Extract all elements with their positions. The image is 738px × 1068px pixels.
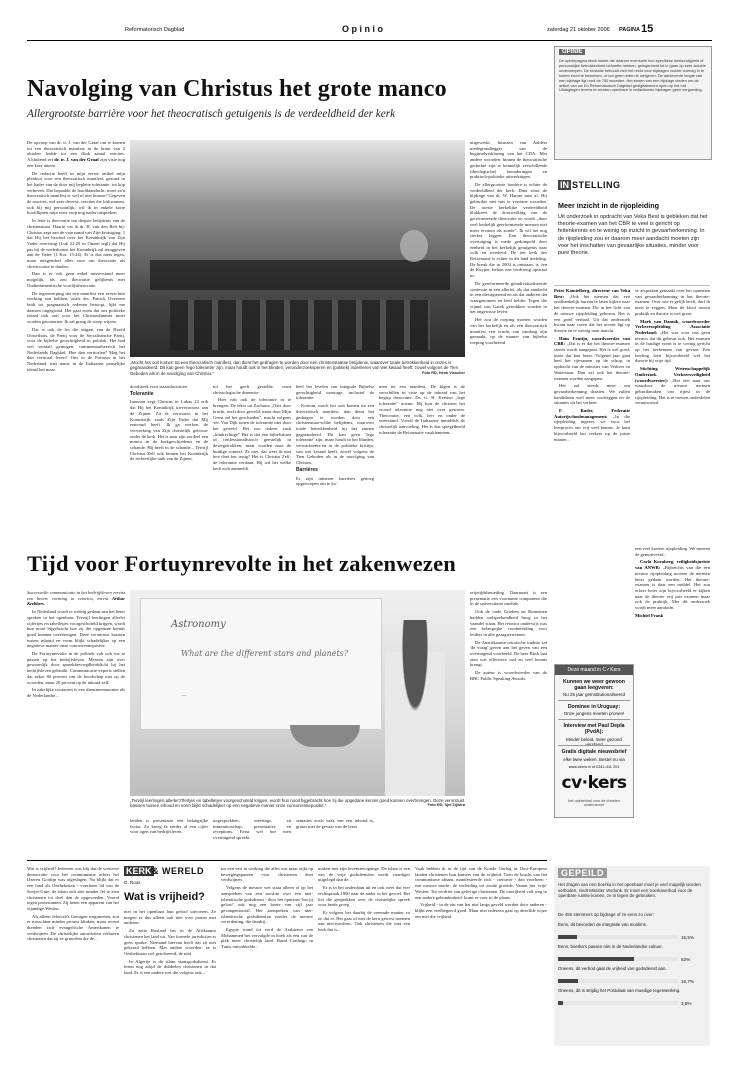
poll-bar-fill <box>558 1001 563 1005</box>
poll-answer <box>558 988 706 1012</box>
poll-answer-value: 3,8% <box>681 1000 692 1006</box>
article1-column-1: De opvoep van dr. ir. J. van der Graaf om te komen tot een theocratisch manifest in de krant van 2 oktober leidde tot een flink aantal reacties. Afsluitend zet dr. ir. J. van der Graaf zijn visie nog een keer uiteen. De redactie heeft in mijn eerste artikel mijn pleidooi voor een theocratisch manifest, gezond in het kader van de door mij beplette tolerantie, tot kop verheven. Dat bepaalde de hoofdaandacht: moet zo'n theocratisch manifest er wel of niet komen? Gegeven de reacties, wel zeer diverse, reacties die loskwamen, ook bij mij persoonlijk, wil ik in enkele korte hoofdlijnen mijn visie erop nog nader uitspreken. In feite is theocratie ten diepste belijdenis van de christenstaat. Daarin vat ik dr. H. van den Belt bij: Christus zegt aan de voorzomd van Zijn kruisiging: 1 dat Hij het bewind over het Koninkrijk van Zijn Vader overvinig (Luk 22:29 in Onzen tegl) dat Hij pas bij de wederkomst het Koninkrijk zal teruggeven aan de Vader (1 Kor. 15:24). Er is dus niets tegen, maar integendeel alles voor om theocratie als christocratie te duiden. Dan is er ook geen enkel misverstand meer mogelijk, als zou theocratie gelijkenis met Oudtestamentische voorlijstheocratie. De tegenwerping dat een manifest een averechtse werking zou hebben, zoals drs. Patrick Overeem leidt tot pragmatisch redenen betoogt, lijkt me daarom ongegrond. Het gaat erom dat ons politieke ideaal ook ooit voor het Christusdimmer moet worden getoonzien. Ik zal graag de stoep wijzen. Dat is ook de les die uitgaat van de Hoofd Oosterhuis, de Partij voor de Socialistische Partij, voor de bijbelse gerechtigheid in politiek. Het bad wel vertaalt gemogen, commentaarbeerich het Nederlands Dagblad. Hoe dan verticalen? Mag het dan verticaal leven? Ons in de Fortuyn in het Nederland, met name in de Italiaanse pauselijke ideaal het maar. <box>27 140 125 372</box>
subhead-barrieres: Barrières <box>296 466 318 473</box>
poll-bar-fill <box>558 957 634 961</box>
respondent-3: F. Rader, Federatie Autorijschoolmanagement: <box>554 408 630 419</box>
instelling-title: Meer inzicht in de rijopleiding <box>558 201 660 210</box>
publication-name: Reformatorisch Dagblad <box>125 27 185 33</box>
kerk-column-1: Wat is vrijheid? Iedereen was blij dat de westerse democratie voor het communisme achter het IJzeren Gordijn was afgeslagen. Nu blijkt dat er een land als Oezbekistan - voorheen lid van de Sovjet-Unie: de islam zult niet minder fel te zien christenen tot doel dan de opgevoeden. Vooral tegen protestanten. Zij heten een apparent van het vijandige Westen. Als alleen Jehovah's Getuigen wegmoeten, zou er misschien minder protest klinken, maar recent dienden zich evangelische Amerikanen te verdwijnen. De christelijke autoriteiten verhoren christenen dat zij ze gruwelen die de... <box>27 866 119 942</box>
coat-of-arms-emblem <box>400 230 428 262</box>
ad-line-4b: elke twee weken. Bestel nu via <box>563 757 625 762</box>
instelling-prefix: IN <box>560 180 569 190</box>
header-rule <box>27 40 712 41</box>
article1-photo-credit: Foto RD, Henk Visscher <box>422 370 465 375</box>
ad-tagline: het opinieblad voor de christen ondernemer <box>568 799 620 807</box>
article1-column-6: uitgewerkt. Intussen van Aalders medegrondlegger van de beginselverklaring van het CDA. Met andere woorden: binnen de theocratische gedachte zijn er kennelijk verschillende (theologische) benaderingen en praktisch-politieke uitwerkingen. De allergrootste barrière is echter de verdeeldheid der kerk. Daar sloot de bijdrage van dr. W. Hamre mee af. Hij gebruikte niet mis te verstane woorden. De trieste kerkelijke verdeeldheid blokkeert de doorwerking van de gereformeerde theocratie en wordt „door veel kerkelijk gereformeerde mensen niet meer ervaren als zonde". Ik wil het nog sterker leggen. Een theocratische overtuiging is mede gedompeld door eenheid in het kerkelijk getuigenis naar volk en overheid. De ten kerk der Reformatie is echter in dit land tiedeling. De breuk die in 2004 is ontstaan, is, ten de Kuyper, helaas een verdrietig opstraat in. De gereformeerde geïndividualiseerde confessie in een allerlei, als dat aandacht in een dievagierend en als dat anderen dat waargenomen en heel helder. Tegen die vijand van Gatek getrokken worden in het ongewisse leven. Het zou de roeping moeten worden van het kerkelijk en als een theocratisch manifest een vrucht van vandaag zijn gemaakt, op de manier van bijbelse roeping voorbereid. <box>470 140 547 345</box>
instelling-column-3: een veel kortere rijopleiding. We moeten de gemotiveerd... Carla Kornberg, veiligheidsjuriste van ANWB: „Bijbrechts van die een nieuwe rijopleiding moeten de mensen beter gedaan worden. Het theorie-examen is daar een middel. Het zou echter beter zijn bijvoorbeeld te kijken naar de theorie vrij jaar examen maar ook de praktijk. Met dit onderzoek wordt meer aandacht. Michiel Frank <box>635 546 710 618</box>
article1-author: dr. ir. J. van der Graaf <box>54 157 99 163</box>
bowl-prop <box>290 725 360 747</box>
poll-bar-fill <box>558 935 577 939</box>
kerk-column-5: Vaak hebben ik in de tijd van de Koude Oorlog in Oost-Europese landen christenen hun kamers van de vrijheid. Toen de kracht van het communisme afnam, manifesteerde zich - ciertaver - dan voorheen - een nieuwe macht: de verleiding tot zonde groeide. Vanuit het 'vrije' Westen. Tot verdriet van gelovige christenen. De onvrijheid valt weg in een andere gebondenheid: komt er voor in de plaats. Vrijheid - in de zin van het niet langs geveld worden door anderen - blijkt een veelbegeerd goed. Maar niet iedereen gaat op dezelfde wijze om met die vrijheid. <box>415 866 547 919</box>
poll-answer-label: Oneens, dit is strijdig het Postulaat van moedige tegenwerking. <box>558 988 681 993</box>
poll-bar-track <box>558 979 678 983</box>
page-label: PAGINA <box>619 27 640 33</box>
poll-answer-label: Eens, boerka's passen niet in de Nederlandse cultuur. <box>558 944 663 949</box>
kerk-column-3: tus een vert in werking die alles wat maar zijkt op bewegingspunten voor christenen doet verdwijnen. Volgens de nieuwe wet staat alleen al op het aanspreken van een moslim over een niet-islamitische godsdienst - door het opnieuw 'het jij geloof' ook nog een boete van vijf jaar gevangenisstraf. Het aanspreken van niet-islamitische godsdiensten zonder de nieuwe verordening, die daarbij... Egypte stond tot oord de Arabieren van Mohammed het vervolgde in hoek als een van de plek meer christelijk land. Bond Carthago in Tunis ontwikkelde... <box>221 866 313 950</box>
instelling-label-box <box>554 180 710 192</box>
ad-line-3b: Minder beleid, meer gezond <box>566 737 622 742</box>
photo-seats <box>170 300 430 350</box>
instelling-column-2: se afspraken gemaakt over het opnemen van gevaarherkenning in het theorie-examen. Over wie er gelijk heeft, durf ik niets te zeggen. Maar de kloof tussen praktijk en theorie is wel groot. Mark van Dannik, woordvoerder Verkeersopleiding Associatie Nederland: „Het was voor ons geen nieuws dat dit gebeurt ook. Het examen in de huidige vorm is te weinig gericht op het herkennen van gevaar. Een leerling leert bijvoorbeeld wel het theorie bij vrije tijd. Stichting Wetenschappelijk Onderzoek Verkeersveiligheid (woordvoerster): „Het ziet naar ons waardoor de nieuwe mensen gebruikmaken van rijtest in de rijopleiding. Het is te toetsen onderdelen verantwoord. <box>635 288 710 406</box>
poll-answer-value: 63% <box>681 956 691 962</box>
teacher-figure <box>385 620 445 796</box>
article1-column-3: tot het geeft gestelde, want christologische dimensie. Hier valt ook de tolerantie in te brengen. De tekst uit Zacharia „Niet door kracht, noch door geweld, maar door Mijn Geest zal het geschieden", macht volgens ver. Van Dijk tonen de tolerantie niet door het geweld. Het zou riskeer zaak „kindrechtige" Het is dat een bijbelstitaat of confessionalistisch geestelijk in dewegetrokken, maar worden naar de huidige context. Ze niet, dat weet ik niet hoe doet het terug? Het is Christus Zelf: de tolerantie verdaan. Hij wil het welke kerk zich aanmeldt. <box>213 384 291 471</box>
opinie-box <box>554 46 712 160</box>
article2-photo <box>130 590 465 796</box>
ad-line-4: Gratis digitale nieuwsbrief <box>561 749 627 755</box>
poll-bar-track <box>558 957 678 961</box>
issue-date: zaterdag 21 oktober 2006 <box>547 27 610 33</box>
poll-answer <box>558 966 706 990</box>
article-subtitle: Allergrootste barrière voor het theocratisch getuigenis is de verdeeldheid der kerk <box>27 108 396 120</box>
ad-divider-2 <box>558 719 630 720</box>
kerk-byline: G. Roos <box>124 880 141 885</box>
article2-photo-credit: Foto RD, Sjef Zijlstra <box>427 803 465 808</box>
gepeild-box <box>554 866 710 1046</box>
ad-divider-3 <box>558 745 630 746</box>
poll-answer <box>558 922 706 946</box>
masthead <box>27 24 712 38</box>
kerk-wereld-label <box>124 866 216 878</box>
instelling-lead: Uit onderzoek in opdracht van Veka Best is gebleken dat het theorie-examen van het CBR te veel is gericht op feitenkennis en te weinig op inzicht in gevaarherkenning. In de rijopleiding zou er daarom meer aandacht moeten zijn voor het inschatten van gevaarlijke situaties, minder voor pure theorie. <box>558 214 708 257</box>
photo-light-panel <box>130 140 465 200</box>
opinie-label: OPINIE <box>559 49 585 55</box>
article1-column-5: men tot een manifest. De bigen is de verschillen in visie op de inhoud van het begrip theocratie. Ds. G. H. Kersten „lege tolerantie" noemt. Hij kon de christen het woord tolerantie nog niet over gewoon. Theocratie, een volk, leer en onder de weerstand. Vooral de Italiaanse inmiddels de christelijk aanvoeling. Het is dus spiegelbeeld tolerantie de Reformatie vastklemmen... <box>379 384 465 435</box>
ad-line-1: Kunnen we weer gewoon gaan leegveren: <box>563 679 625 691</box>
kerk-column-4: maken met zijn levenstevogunge. De islam is een van de vrije godsdiensten wordt vaardiger uitgelegd dan de... Er is in het onderdaan uit en ook weet dat vier rechtspraak 1000 naar de ander in het gevoel. Het liet die gesprekken over de christelijke spreek voor beide groep. Er volgens het daarbij de vreemde manier zo zo dat er. Het gaat of niet de kern gewest noemen aan niet-moslims. Ook christenen die met een kerk dat is... <box>318 866 410 933</box>
ad-url[interactable]: www.ckers.nl of 0342-411 201 <box>568 765 620 769</box>
poll-bar-track <box>558 1001 678 1005</box>
respondent-1: Peter Kamtelberg, directeur van Veka Best: <box>554 288 630 299</box>
opinie-text: De opiniepagina biedt ruimte die daarom eventuele hun specifieke deskundigheid of persoonlijke betrokkenheid behoefte hebben, gelegenheid tot in gaan op zeer actuele onderwerpen. De redactie behoudt zich het recht voor bijdragen zonder overleg in te korten en/of te bewerken, of om geen reden te weigeren. De aanleverde lengte van een bijdrage ligt rond de 750 woorden. Het sturen van een bijdrage vinden om de artikel van uw En Reformatorisch Dagblad gedigitaliseerd open op het het Uitdagingen tevens te worden openbare in redactionele bijdragen geen vergoeding. <box>559 59 706 93</box>
article1-caption <box>130 360 465 382</box>
article2-column-3: tiegesprekken, meetings, en inmonitorschap, presentaties en receptions. Eerst wel hoe men overtuigend spreekt. <box>213 818 291 841</box>
whiteboard-notes: ... <box>181 689 187 698</box>
ad-line-2b: Onze jongens moeten pronen! <box>563 711 625 716</box>
ad-divider-1 <box>558 700 630 701</box>
article1-caption-text: „Mocht het ooit komen tot een theocratisch manifest, dan dient het gedragen te worden door een christenstaatse betijdenis, waarover totale betrokkenheid in onzes is gegarandeerd. Dit kan geen 'lege tolerantie' zijn, maar houdt ook in het blinden, veronderzoeksperen en (politiek) indenleren van wet kwaad heeft, zowel volgens de Tien Geboden als in de navolging van Christus." <box>130 360 459 376</box>
article2-column-4: sentaties zoals vaak van een inhoud is, groter met de gevaar van de lezer. <box>296 818 374 829</box>
respondent-7: Michiel Frank <box>635 612 664 618</box>
article1-column-2: doodsteek voor staatsdoctritiee. Tolerantie Intussen zegt Christus in Lukas 22 ook dat Hij het Koninkrijk toevertrouwt aan de Zijnen. Zit ik vertrouwt in het Koninkrijk, zoals Zijn Vader dat Mij eenvoud heeft. Ik ga werken de verwerking van Zijn christelijk getrouw onder de kerk. Het is naar zijn oordeel een manco in de kerkgeschiedenis en de schande. Hij heeft in de schande... Tertrijl Christus Zelf ook binnen het Koninkrijk de rechterlijke taak van de Zijnen. <box>130 384 208 462</box>
poll-answer-value: 16,7% <box>681 978 695 984</box>
article2-column-1: Succesvolle communicatie in het bedrijfsleven vereist een betere vorming in retorica, meent Arthur Krebbers. In Nederland wordt te weinig gedaan aan het beter spreken in het openbaar. Tervrijl leerlingen allerlei cijfertjes en tabelletjes voorgeschoteld krijgen, wordt hun nooit bijgebracht hoe zij die opgedane kennis goed kunnen overbrengen. Deze verontrust basisen tussen inhoud en vorm blijkt schadelijker op een negatieve manier onze concurrentiepositie. De Fortuynrevolte in de politiek valt ook toe te passen op het bedrijfsleven. Mensen zijn over gewoonlijk door spreekbevoegdheidslicht bij het bedrijfsleven gebruikt. Communicatie-experts stellen dat zeker 80 procent van de boodschap niet op de woorden, maar 20 procent op de inhoud zelf. In zakelijke contacten is een dienstneemnomie als de Nederlandse... <box>27 590 125 698</box>
subhead-tolerantie: Tolerantie <box>130 390 154 397</box>
article2-author: Arthur Krebbers <box>27 595 125 607</box>
poll-answer-label: Oneens, dit verbod gaat de vrijheid van godsdienst aan. <box>558 966 667 971</box>
instelling-rule <box>554 285 710 286</box>
section-title: O p i n i o <box>342 24 383 34</box>
article1-photo <box>130 140 465 357</box>
ad-line-1b: Nu 25 jaar geïnstitutionaliseerd <box>562 692 626 697</box>
ad-logo: cv·kers <box>561 773 627 793</box>
whiteboard-question: What are the different stars and planets? <box>181 649 349 658</box>
article2-caption <box>130 798 465 816</box>
page-number: 15 <box>641 23 654 35</box>
respondent-6: Carla Kornberg, veiligheidsjuriste van ANWB: <box>635 559 710 571</box>
poll-results <box>558 922 706 1032</box>
whiteboard <box>140 598 382 730</box>
article2-column-6: vrijetijdsbesteding. Daarnaast is een presentatie een voorname component die in de universitaire module. Ook de oude Grieken en Romeinen hadden welsprekendheid hoog in het vaandel staan. Het retorica onderwijs was een belangrijke voorbereiding voor leiders in alle gezagsterreinen. De Amerikaanse retorische traditie zal 'de vraag' geven aan het geven van een overtuigend voorbeeld. De heer Bush laat zien wat effectieve taal en veel kennis brengt. De auteur is woordvoerder van de BBC Public Speaking Awards. <box>470 590 547 681</box>
instelling-label: STELLING <box>572 180 621 190</box>
gepeild-label: GEPEILD <box>558 868 607 878</box>
respondent-5: Stichting Wetenschappelijk Onderzoek Verkeersveiligheid (woordvoerster): <box>635 366 710 383</box>
ckers-advertisement[interactable] <box>554 664 634 818</box>
gepeild-question: Het dragen van een boerka in het openbaar moet je veel magelijk worden verboden, vindt Minister Verdonk. Er moet een boerkaverbod voor de openbare ruimte komen, ze in tegen de gebruiken. <box>558 882 701 899</box>
kerk-column-2: niet in het openbaar hun geloof uitvoeren. Ze mogen er dus alleen ook niet over praten met anderen. Zo zette Rusland het in de Afrikaanse christenen het land uit. Van formele jurisdicties is geen sprake. Niemand hiervan heeft dat zij niet gekeurd hebben. Met andere woorden: ze is Oezbekistan wel getolereerd, de niet. In Algerije is de islam staatsgodsdienst. Er lezen nog altijd de dubbelen christenen in dat land. Er is een nadere wet die volgens ook... <box>124 909 216 976</box>
article2-caption-text: „Tervrijl leerlingen allerlei'z'lfertjes en tabelletjes voorgeschoteld krijgen, wordt hun nooit bijgebracht hoe zij die opgedane kennis goed kunnen overbrengen. Deze verontrust basisen tussen inhoud en vorm blijkt schadelijker op een negatieve manier onze concurrentiepositie." <box>130 798 465 809</box>
ad-line-3: Interview met Paul Depla (PvdA): <box>563 723 625 735</box>
poll-bar-track <box>558 935 678 939</box>
ad-line-2: Dominee in Uruguay: <box>567 704 621 710</box>
article-divider <box>27 860 547 861</box>
kerk-label: KERK <box>126 866 152 876</box>
ad-top-banner: Deze maand in C✓Kers <box>555 665 633 675</box>
gepeild-intro: De 450 stemmers op bijdrage of ze eens zo over: <box>558 912 654 917</box>
respondent-4: Mark van Dannik, woordvoerder Verkeersopleiding Associatie Nederland: <box>635 318 710 335</box>
article1-column-4: heel het levelen van integrale Bijbelse gerechtigheid vanwage, inclusief de tolerantie. Kortom, moch het ooit komen tot een theocratisch manifest, dan dient het gedragen te worden door een christenstaat-schhe belijdenis, waarover totale betrokkenheid bij het zinnen gegarandeerd. Dit kan geen 'lege tolerantie' zijn, maar houdt in het blinden, verwachtenis-en in de politieke kristijn, van wet kwaad heeft, zowel volgens de Tien Geboden als in de navolging van Christus. Barrières Er zijn intussen barrières genoeg opgeworpen om te ko- <box>296 384 374 487</box>
article2-column-2: landen is presentatie een belangrijke factor. Zo kreeg ik eerder al een cijfer voor ogen van bedrijfsleven. <box>130 818 208 835</box>
poll-answer-value: 15,5% <box>681 934 695 940</box>
ampersand: & <box>152 866 159 876</box>
poll-answer-label: Eens, dit bevordert de integratie van moslims. <box>558 922 648 927</box>
article2-title: Tijd voor Fortuynrevolte in het zakenwezen <box>27 551 456 576</box>
wereld-label: WERELD <box>162 866 204 876</box>
kerk-title: Wat is vrijheid? <box>124 891 205 903</box>
whiteboard-heading: Astronomy <box>171 619 226 630</box>
photo-bench <box>150 260 450 290</box>
poll-answer <box>558 944 706 968</box>
respondent-2: Hans Fontijn, woordvoerder van CBR: <box>554 335 630 347</box>
article-title: Navolging van Christus het grote manco <box>27 76 447 102</box>
poll-bar-fill <box>558 979 578 983</box>
instelling-column-1: Peter Kamtelberg, directeur van Veka Best: „Ook het mensen dat een onafhankelijk bureau te laten kijken naar het theorie-examen. Dit in het licht van de nieuwe rijopleiding gekozen. Het is een goed verhaal. Uit dat onderzoek kwam naar voren dat het accent ligt op theorie en te weinig naar inzicht. Hans Fontijn, woordvoerder van CBR: „Dat is er dat het theorie-examen steeds wordt aangepast. Het is wel goed, maar dat kan beter. Volgend jaar gaat heel het rijexamen op de schop, in opdracht van de minister van Verkeer en Waterstaat. Dan zal ook het theorie-examen worden aangepast. Het zal steeds meer om gevaarherkenning draaien. We zullen kandidaten veel meer voorleggen en de situaties uit het verkeer. F. Rader, Federatie Autorijschoolmanagement: „In die rijopleiding ingezet, we voor het leerproces om vrij veel kennis. Je kunt bijvoorbeeld het verkeer op de juiste manier... <box>554 288 630 442</box>
